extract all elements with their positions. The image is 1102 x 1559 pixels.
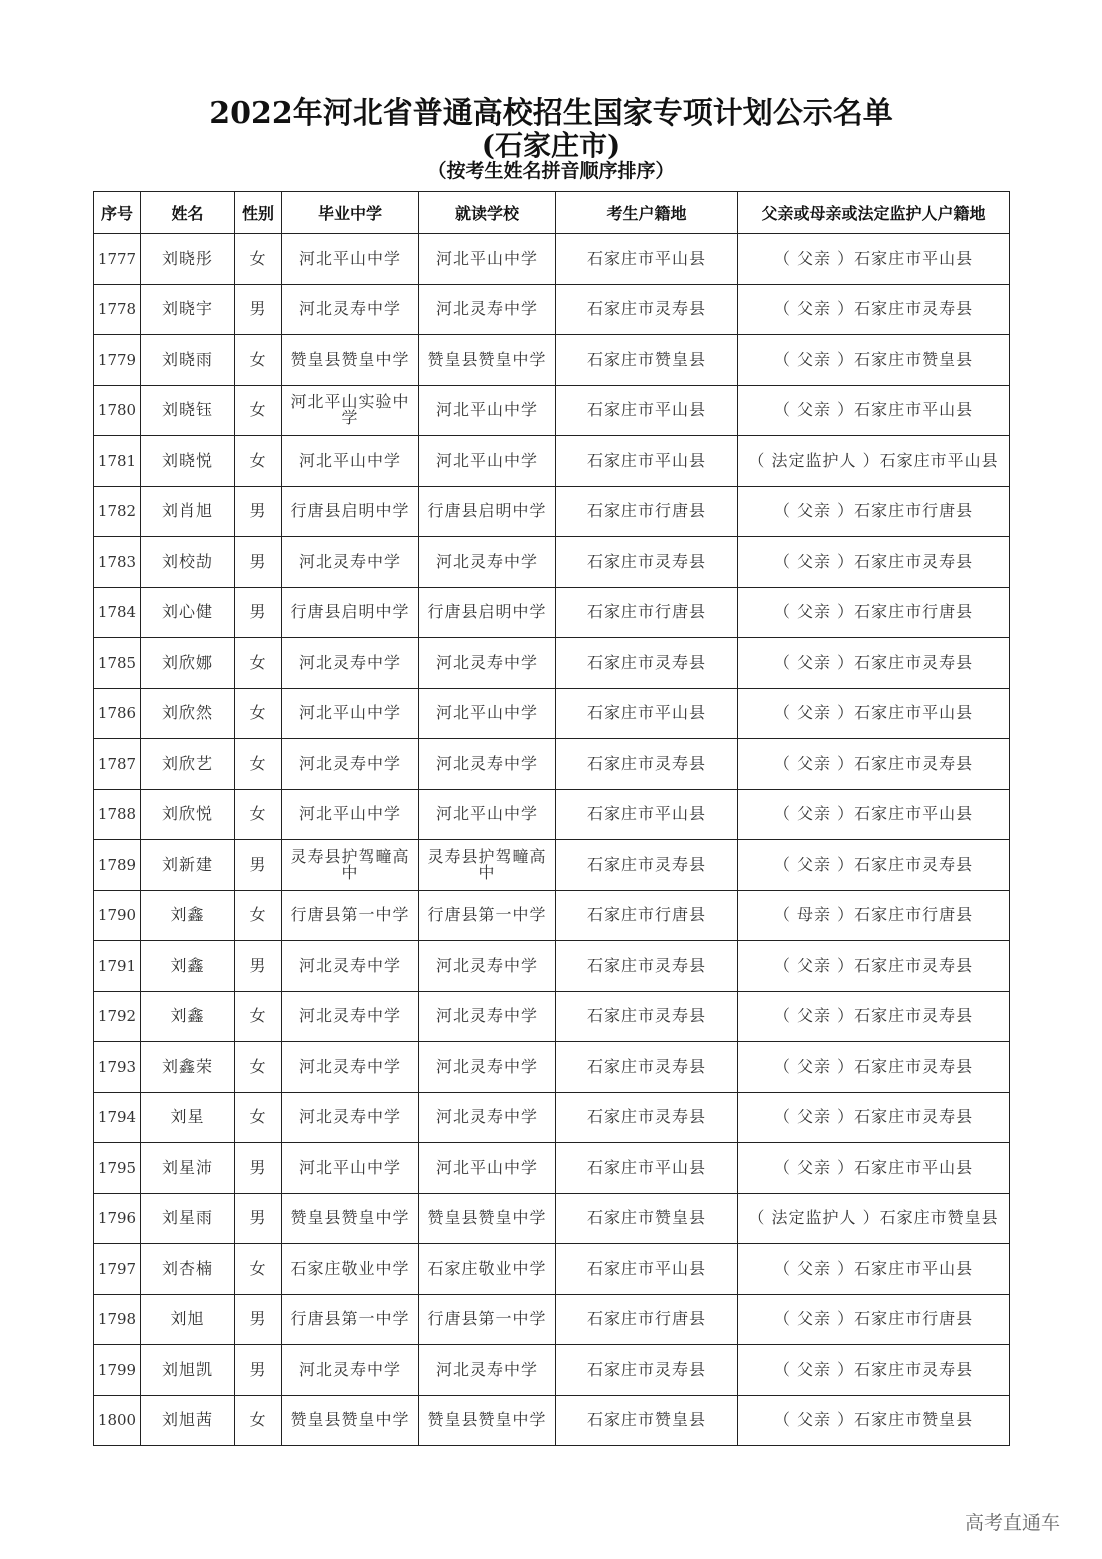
cell-grad-school: 河北灵寿中学 xyxy=(282,941,419,992)
cell-name: 刘杏楠 xyxy=(141,1244,235,1295)
cell-seq: 1778 xyxy=(94,284,141,335)
cell-current-school: 河北平山中学 xyxy=(419,1143,556,1194)
table-row xyxy=(94,1294,1010,1345)
cell-seq: 1796 xyxy=(94,1193,141,1244)
cell-hukou: 石家庄市行唐县 xyxy=(556,890,738,941)
cell-name: 刘肖旭 xyxy=(141,486,235,537)
cell-gender: 女 xyxy=(235,1042,282,1093)
table-row xyxy=(94,486,1010,537)
cell-seq: 1786 xyxy=(94,688,141,739)
cell-name: 刘欣然 xyxy=(141,688,235,739)
cell-seq: 1794 xyxy=(94,1092,141,1143)
cell-hukou: 石家庄市赞皇县 xyxy=(556,1395,738,1446)
cell-guardian-hukou: （ 父亲 ）石家庄市灵寿县 xyxy=(738,991,1010,1042)
cell-guardian-hukou: （ 父亲 ）石家庄市灵寿县 xyxy=(738,284,1010,335)
header-col-name: 姓名 xyxy=(141,192,235,234)
cell-current-school: 行唐县启明中学 xyxy=(419,587,556,638)
cell-current-school: 河北平山中学 xyxy=(419,436,556,487)
cell-current-school: 河北灵寿中学 xyxy=(419,537,556,588)
cell-seq: 1799 xyxy=(94,1345,141,1396)
cell-seq: 1798 xyxy=(94,1294,141,1345)
table-row xyxy=(94,335,1010,386)
cell-name: 刘晓钰 xyxy=(141,385,235,436)
cell-name: 刘鑫 xyxy=(141,991,235,1042)
header-col-grad-school: 毕业中学 xyxy=(282,192,419,234)
cell-seq: 1788 xyxy=(94,789,141,840)
cell-current-school: 赞皇县赞皇中学 xyxy=(419,1193,556,1244)
cell-current-school: 行唐县第一中学 xyxy=(419,1294,556,1345)
cell-guardian-hukou: （ 父亲 ）石家庄市平山县 xyxy=(738,1244,1010,1295)
cell-current-school: 石家庄敬业中学 xyxy=(419,1244,556,1295)
cell-guardian-hukou: （ 父亲 ）石家庄市平山县 xyxy=(738,1143,1010,1194)
cell-current-school: 河北灵寿中学 xyxy=(419,941,556,992)
cell-hukou: 石家庄市平山县 xyxy=(556,1143,738,1194)
cell-grad-school: 赞皇县赞皇中学 xyxy=(282,1193,419,1244)
cell-guardian-hukou: （ 父亲 ）石家庄市平山县 xyxy=(738,385,1010,436)
cell-gender: 男 xyxy=(235,1294,282,1345)
cell-name: 刘旭凯 xyxy=(141,1345,235,1396)
cell-current-school: 行唐县第一中学 xyxy=(419,890,556,941)
cell-seq: 1795 xyxy=(94,1143,141,1194)
cell-current-school: 河北灵寿中学 xyxy=(419,284,556,335)
cell-seq: 1783 xyxy=(94,537,141,588)
cell-seq: 1790 xyxy=(94,890,141,941)
cell-current-school: 赞皇县赞皇中学 xyxy=(419,1395,556,1446)
table-row xyxy=(94,991,1010,1042)
cell-current-school: 河北灵寿中学 xyxy=(419,1345,556,1396)
cell-name: 刘欣娜 xyxy=(141,638,235,689)
table-row xyxy=(94,1244,1010,1295)
cell-name: 刘校劼 xyxy=(141,537,235,588)
table-row xyxy=(94,1092,1010,1143)
cell-seq: 1780 xyxy=(94,385,141,436)
cell-current-school: 河北灵寿中学 xyxy=(419,1042,556,1093)
header-col-current-school: 就读学校 xyxy=(419,192,556,234)
cell-guardian-hukou: （ 父亲 ）石家庄市灵寿县 xyxy=(738,1345,1010,1396)
cell-guardian-hukou: （ 法定监护人 ）石家庄市平山县 xyxy=(738,436,1010,487)
cell-seq: 1781 xyxy=(94,436,141,487)
cell-guardian-hukou: （ 父亲 ）石家庄市平山县 xyxy=(738,688,1010,739)
cell-gender: 女 xyxy=(235,1092,282,1143)
cell-gender: 女 xyxy=(235,1244,282,1295)
cell-name: 刘星沛 xyxy=(141,1143,235,1194)
table-row xyxy=(94,234,1010,285)
cell-current-school: 河北灵寿中学 xyxy=(419,739,556,790)
cell-current-school: 河北灵寿中学 xyxy=(419,991,556,1042)
cell-name: 刘欣艺 xyxy=(141,739,235,790)
cell-gender: 男 xyxy=(235,1345,282,1396)
table-row xyxy=(94,1193,1010,1244)
cell-gender: 男 xyxy=(235,941,282,992)
table-row xyxy=(94,385,1010,436)
cell-grad-school: 河北灵寿中学 xyxy=(282,739,419,790)
cell-name: 刘欣悦 xyxy=(141,789,235,840)
cell-guardian-hukou: （ 父亲 ）石家庄市灵寿县 xyxy=(738,1042,1010,1093)
cell-grad-school: 河北灵寿中学 xyxy=(282,991,419,1042)
cell-hukou: 石家庄市赞皇县 xyxy=(556,1193,738,1244)
cell-gender: 男 xyxy=(235,1143,282,1194)
cell-hukou: 石家庄市平山县 xyxy=(556,234,738,285)
cell-gender: 女 xyxy=(235,890,282,941)
cell-guardian-hukou: （ 母亲 ）石家庄市行唐县 xyxy=(738,890,1010,941)
cell-current-school: 河北平山中学 xyxy=(419,789,556,840)
cell-hukou: 石家庄市赞皇县 xyxy=(556,335,738,386)
cell-seq: 1779 xyxy=(94,335,141,386)
cell-seq: 1793 xyxy=(94,1042,141,1093)
cell-grad-school: 行唐县启明中学 xyxy=(282,587,419,638)
cell-name: 刘旭茜 xyxy=(141,1395,235,1446)
cell-seq: 1787 xyxy=(94,739,141,790)
cell-gender: 女 xyxy=(235,436,282,487)
cell-grad-school: 赞皇县赞皇中学 xyxy=(282,1395,419,1446)
cell-gender: 男 xyxy=(235,486,282,537)
cell-gender: 女 xyxy=(235,385,282,436)
table-row xyxy=(94,739,1010,790)
cell-seq: 1791 xyxy=(94,941,141,992)
cell-hukou: 石家庄市平山县 xyxy=(556,1244,738,1295)
cell-guardian-hukou: （ 父亲 ）石家庄市赞皇县 xyxy=(738,1395,1010,1446)
table-row xyxy=(94,1042,1010,1093)
cell-guardian-hukou: （ 父亲 ）石家庄市行唐县 xyxy=(738,486,1010,537)
cell-seq: 1784 xyxy=(94,587,141,638)
cell-hukou: 石家庄市灵寿县 xyxy=(556,1345,738,1396)
cell-name: 刘鑫荣 xyxy=(141,1042,235,1093)
cell-grad-school: 行唐县第一中学 xyxy=(282,1294,419,1345)
cell-name: 刘鑫 xyxy=(141,890,235,941)
header-col-gender: 性别 xyxy=(235,192,282,234)
table-row xyxy=(94,840,1010,891)
cell-seq: 1785 xyxy=(94,638,141,689)
cell-seq: 1789 xyxy=(94,840,141,891)
table-header-row xyxy=(94,192,1010,234)
document-title: 2022年河北省普通高校招生国家专项计划公示名单 xyxy=(209,96,893,131)
cell-guardian-hukou: （ 父亲 ）石家庄市灵寿县 xyxy=(738,1092,1010,1143)
cell-hukou: 石家庄市行唐县 xyxy=(556,587,738,638)
cell-guardian-hukou: （ 父亲 ）石家庄市灵寿县 xyxy=(738,739,1010,790)
table-row xyxy=(94,638,1010,689)
cell-hukou: 石家庄市灵寿县 xyxy=(556,739,738,790)
cell-gender: 男 xyxy=(235,840,282,891)
cell-gender: 男 xyxy=(235,587,282,638)
cell-seq: 1782 xyxy=(94,486,141,537)
header-col-hukou: 考生户籍地 xyxy=(556,192,738,234)
cell-hukou: 石家庄市行唐县 xyxy=(556,486,738,537)
cell-guardian-hukou: （ 父亲 ）石家庄市灵寿县 xyxy=(738,537,1010,588)
cell-hukou: 石家庄市平山县 xyxy=(556,385,738,436)
table-row xyxy=(94,587,1010,638)
cell-grad-school: 河北灵寿中学 xyxy=(282,638,419,689)
cell-hukou: 石家庄市灵寿县 xyxy=(556,537,738,588)
cell-name: 刘晓彤 xyxy=(141,234,235,285)
cell-gender: 女 xyxy=(235,991,282,1042)
cell-name: 刘鑫 xyxy=(141,941,235,992)
cell-hukou: 石家庄市灵寿县 xyxy=(556,991,738,1042)
cell-grad-school: 河北平山中学 xyxy=(282,1143,419,1194)
cell-grad-school: 河北平山中学 xyxy=(282,436,419,487)
cell-name: 刘晓雨 xyxy=(141,335,235,386)
sort-note: （按考生姓名拼音顺序排序） xyxy=(427,160,675,182)
table-row xyxy=(94,537,1010,588)
cell-current-school: 河北灵寿中学 xyxy=(419,638,556,689)
cell-hukou: 石家庄市灵寿县 xyxy=(556,284,738,335)
cell-guardian-hukou: （ 父亲 ）石家庄市平山县 xyxy=(738,789,1010,840)
cell-hukou: 石家庄市灵寿县 xyxy=(556,941,738,992)
cell-grad-school: 行唐县第一中学 xyxy=(282,890,419,941)
cell-seq: 1797 xyxy=(94,1244,141,1295)
cell-current-school: 河北平山中学 xyxy=(419,234,556,285)
cell-grad-school: 河北灵寿中学 xyxy=(282,1042,419,1093)
cell-hukou: 石家庄市平山县 xyxy=(556,789,738,840)
cell-gender: 女 xyxy=(235,688,282,739)
cell-guardian-hukou: （ 父亲 ）石家庄市灵寿县 xyxy=(738,941,1010,992)
table-row xyxy=(94,284,1010,335)
cell-current-school: 灵寿县护驾疃高中 xyxy=(419,840,556,891)
cell-gender: 女 xyxy=(235,335,282,386)
cell-gender: 男 xyxy=(235,284,282,335)
cell-gender: 女 xyxy=(235,234,282,285)
watermark: 高考直通车 xyxy=(965,1512,1061,1534)
cell-grad-school: 河北灵寿中学 xyxy=(282,1092,419,1143)
cell-grad-school: 河北灵寿中学 xyxy=(282,284,419,335)
cell-gender: 男 xyxy=(235,1193,282,1244)
cell-current-school: 河北灵寿中学 xyxy=(419,1092,556,1143)
cell-current-school: 行唐县启明中学 xyxy=(419,486,556,537)
document-subtitle: (石家庄市) xyxy=(481,129,621,162)
cell-name: 刘星雨 xyxy=(141,1193,235,1244)
table-body xyxy=(94,234,1010,1446)
table-row xyxy=(94,1345,1010,1396)
cell-grad-school: 河北平山中学 xyxy=(282,688,419,739)
cell-hukou: 石家庄市灵寿县 xyxy=(556,1092,738,1143)
cell-current-school: 河北平山中学 xyxy=(419,385,556,436)
cell-seq: 1792 xyxy=(94,991,141,1042)
header-col-guardian-hukou: 父亲或母亲或法定监护人户籍地 xyxy=(738,192,1010,234)
cell-name: 刘新建 xyxy=(141,840,235,891)
cell-hukou: 石家庄市灵寿县 xyxy=(556,1042,738,1093)
cell-guardian-hukou: （ 父亲 ）石家庄市行唐县 xyxy=(738,1294,1010,1345)
cell-grad-school: 河北灵寿中学 xyxy=(282,537,419,588)
table-row xyxy=(94,688,1010,739)
cell-guardian-hukou: （ 父亲 ）石家庄市赞皇县 xyxy=(738,335,1010,386)
cell-guardian-hukou: （ 父亲 ）石家庄市灵寿县 xyxy=(738,638,1010,689)
cell-grad-school: 河北灵寿中学 xyxy=(282,1345,419,1396)
cell-gender: 女 xyxy=(235,1395,282,1446)
table-row xyxy=(94,941,1010,992)
header-col-seq: 序号 xyxy=(94,192,141,234)
cell-gender: 女 xyxy=(235,789,282,840)
cell-name: 刘晓宇 xyxy=(141,284,235,335)
cell-hukou: 石家庄市平山县 xyxy=(556,436,738,487)
cell-name: 刘心健 xyxy=(141,587,235,638)
cell-hukou: 石家庄市平山县 xyxy=(556,688,738,739)
cell-grad-school: 河北平山中学 xyxy=(282,789,419,840)
cell-name: 刘晓悦 xyxy=(141,436,235,487)
cell-name: 刘星 xyxy=(141,1092,235,1143)
cell-gender: 女 xyxy=(235,739,282,790)
cell-grad-school: 石家庄敬业中学 xyxy=(282,1244,419,1295)
cell-gender: 女 xyxy=(235,638,282,689)
cell-grad-school: 行唐县启明中学 xyxy=(282,486,419,537)
cell-hukou: 石家庄市灵寿县 xyxy=(556,638,738,689)
table-row xyxy=(94,1143,1010,1194)
cell-hukou: 石家庄市灵寿县 xyxy=(556,840,738,891)
table-row xyxy=(94,1395,1010,1446)
cell-name: 刘旭 xyxy=(141,1294,235,1345)
cell-seq: 1777 xyxy=(94,234,141,285)
cell-grad-school: 河北平山中学 xyxy=(282,234,419,285)
cell-grad-school: 赞皇县赞皇中学 xyxy=(282,335,419,386)
cell-grad-school: 灵寿县护驾疃高中 xyxy=(282,840,419,891)
table-row xyxy=(94,890,1010,941)
cell-guardian-hukou: （ 父亲 ）石家庄市行唐县 xyxy=(738,587,1010,638)
cell-guardian-hukou: （ 父亲 ）石家庄市平山县 xyxy=(738,234,1010,285)
cell-grad-school: 河北平山实验中学 xyxy=(282,385,419,436)
roster-table xyxy=(93,191,1010,1446)
cell-seq: 1800 xyxy=(94,1395,141,1446)
cell-gender: 男 xyxy=(235,537,282,588)
table-row xyxy=(94,436,1010,487)
cell-current-school: 河北平山中学 xyxy=(419,688,556,739)
cell-guardian-hukou: （ 父亲 ）石家庄市灵寿县 xyxy=(738,840,1010,891)
cell-guardian-hukou: （ 法定监护人 ）石家庄市赞皇县 xyxy=(738,1193,1010,1244)
table-row xyxy=(94,789,1010,840)
cell-current-school: 赞皇县赞皇中学 xyxy=(419,335,556,386)
cell-hukou: 石家庄市行唐县 xyxy=(556,1294,738,1345)
